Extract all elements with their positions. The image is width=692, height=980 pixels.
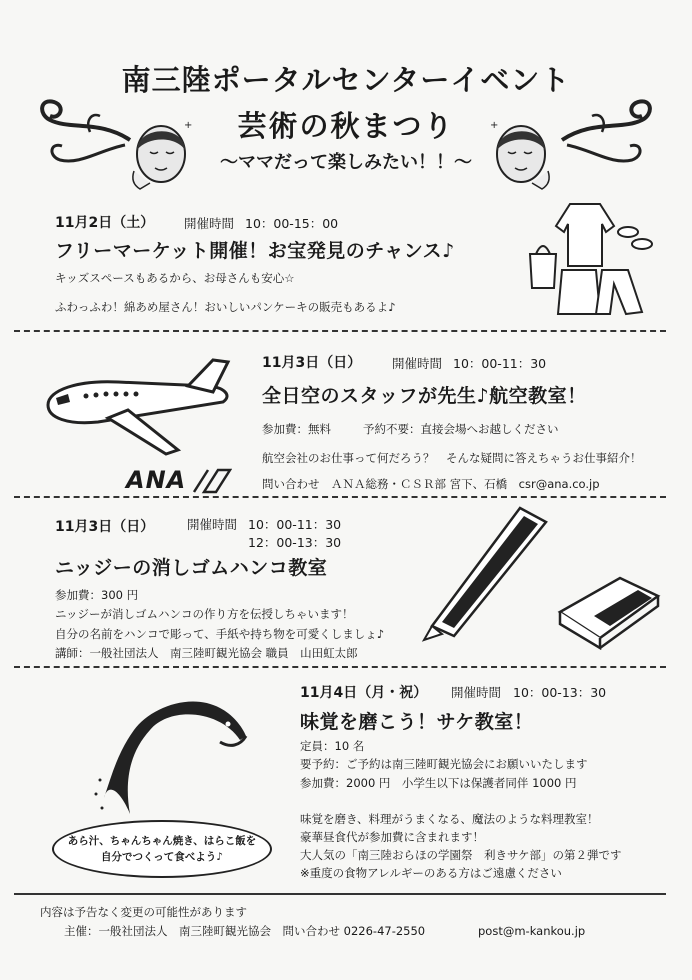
event4-reservation: 要予約：ご予約は南三陸町観光協会にお願いいたします: [300, 757, 588, 771]
event4-capacity: 定員：10 名: [300, 739, 365, 753]
mother-face-left-illustration: [128, 116, 194, 192]
event4-fee: 参加費：2000 円 小学生以下は保護者同伴 1000 円: [300, 776, 577, 790]
speech-bubble: [52, 820, 272, 878]
event1-date: 11月2日（土）: [55, 215, 155, 231]
event1-line2: ふわっふわ！綿あめ屋さん！おいしいパンケーキの販売もあるよ♪: [55, 300, 396, 314]
event4-line4: ※重度の食物アレルギーのある方はご遠慮ください: [300, 866, 562, 880]
event2-line1: 航空会社のお仕事って何だろう？ そんな疑問に答えちゃうお仕事紹介！: [262, 451, 642, 465]
divider: [14, 330, 666, 332]
event3-line1: ニッジーが消しゴムハンコの作り方を伝授しちゃいます！: [55, 607, 354, 621]
event2-fee: 参加費：無料: [262, 422, 331, 436]
event4-heading: 味覚を磨こう！サケ教室！: [300, 711, 534, 733]
event4-date: 11月4日（月・祝）: [300, 685, 428, 701]
event3-time-label: 開催時間: [187, 517, 238, 532]
event4-line1: 味覚を磨き、料理がうまくなる、魔法のような料理教室！: [300, 812, 599, 826]
event1-heading: フリーマーケット開催！お宝発見のチャンス♪: [55, 240, 455, 262]
clothes-illustration: [510, 196, 660, 320]
event2-time-label: 開催時間: [392, 356, 443, 371]
subtitle: ～ママだって楽しみたい！！～: [220, 152, 472, 173]
event4-line3: 大人気の「南三陸おらほの学園祭 利きサケ部」の第２弾です: [300, 848, 622, 862]
event3-time2: 12：00-13：30: [248, 535, 342, 550]
event3-line2: 自分の名前をハンコで彫って、手紙や持ち物を可愛くしましょ♪: [55, 627, 385, 641]
ana-logo-mark-icon: [192, 468, 232, 494]
swirl-right-ornament: [552, 90, 662, 170]
event4-time-label: 開催時間: [451, 685, 502, 700]
footer-organizer: 主催：一般社団法人 南三陸町観光協会 問い合わせ 0226-47-2550: [64, 924, 426, 938]
swirl-left-ornament: [30, 90, 140, 170]
event3-time1: 10：00-11：30: [248, 517, 342, 532]
event4-line2: 豪華昼食代が参加費に含まれます！: [300, 830, 484, 844]
event4-time: 10：00-13：30: [513, 685, 607, 700]
bubble-line2: 自分でつくって食べよう♪: [101, 850, 223, 863]
event3-date: 11月3日（日）: [55, 519, 155, 535]
event3-instructor: 講師：一般社団法人 南三陸町観光協会 職員 山田虹太郎: [55, 646, 358, 660]
divider: [14, 496, 666, 498]
event3-heading: ニッジーの消しゴムハンコ教室: [55, 557, 328, 579]
event1-time-label: 開催時間: [184, 216, 235, 231]
footer-divider: [14, 893, 666, 895]
bubble-line1: あら汁、ちゃんちゃん焼き、はらこ飯を: [67, 835, 257, 847]
event3-fee: 参加費：300 円: [55, 588, 139, 602]
airplane-illustration: [38, 350, 238, 460]
event2-reservation: 予約不要：直接会場へお越しください: [363, 422, 559, 436]
divider: [14, 666, 666, 668]
event1-line1: キッズスペースもあるから、お母さんも安心☆: [55, 271, 295, 285]
ana-logo: ANA: [126, 466, 187, 494]
cutter-knife-illustration: [420, 504, 560, 644]
page-title: 南三陸ポータルセンターイベント: [121, 63, 571, 97]
event-title: 芸術の秋まつり: [237, 109, 455, 143]
footer-email[interactable]: post@m-kankou.jp: [478, 924, 586, 938]
event1-time: 10：00-15：00: [245, 216, 339, 231]
eraser-illustration: [554, 572, 664, 650]
event2-heading: 全日空のスタッフが先生♪航空教室！: [262, 385, 587, 407]
footer-notice: 内容は予告なく変更の可能性があります: [40, 905, 247, 919]
salmon-illustration: [90, 690, 260, 820]
event2-contact: 問い合わせ ＡＮＡ総務・ＣＳＲ部 宮下、石橋 csr@ana.co.jp: [262, 477, 600, 491]
svg-text:+: +: [490, 120, 499, 131]
event2-time: 10：00-11：30: [453, 356, 547, 371]
svg-text:+: +: [184, 120, 193, 131]
mother-face-right-illustration: [488, 116, 554, 192]
event2-date: 11月3日（日）: [262, 355, 362, 371]
